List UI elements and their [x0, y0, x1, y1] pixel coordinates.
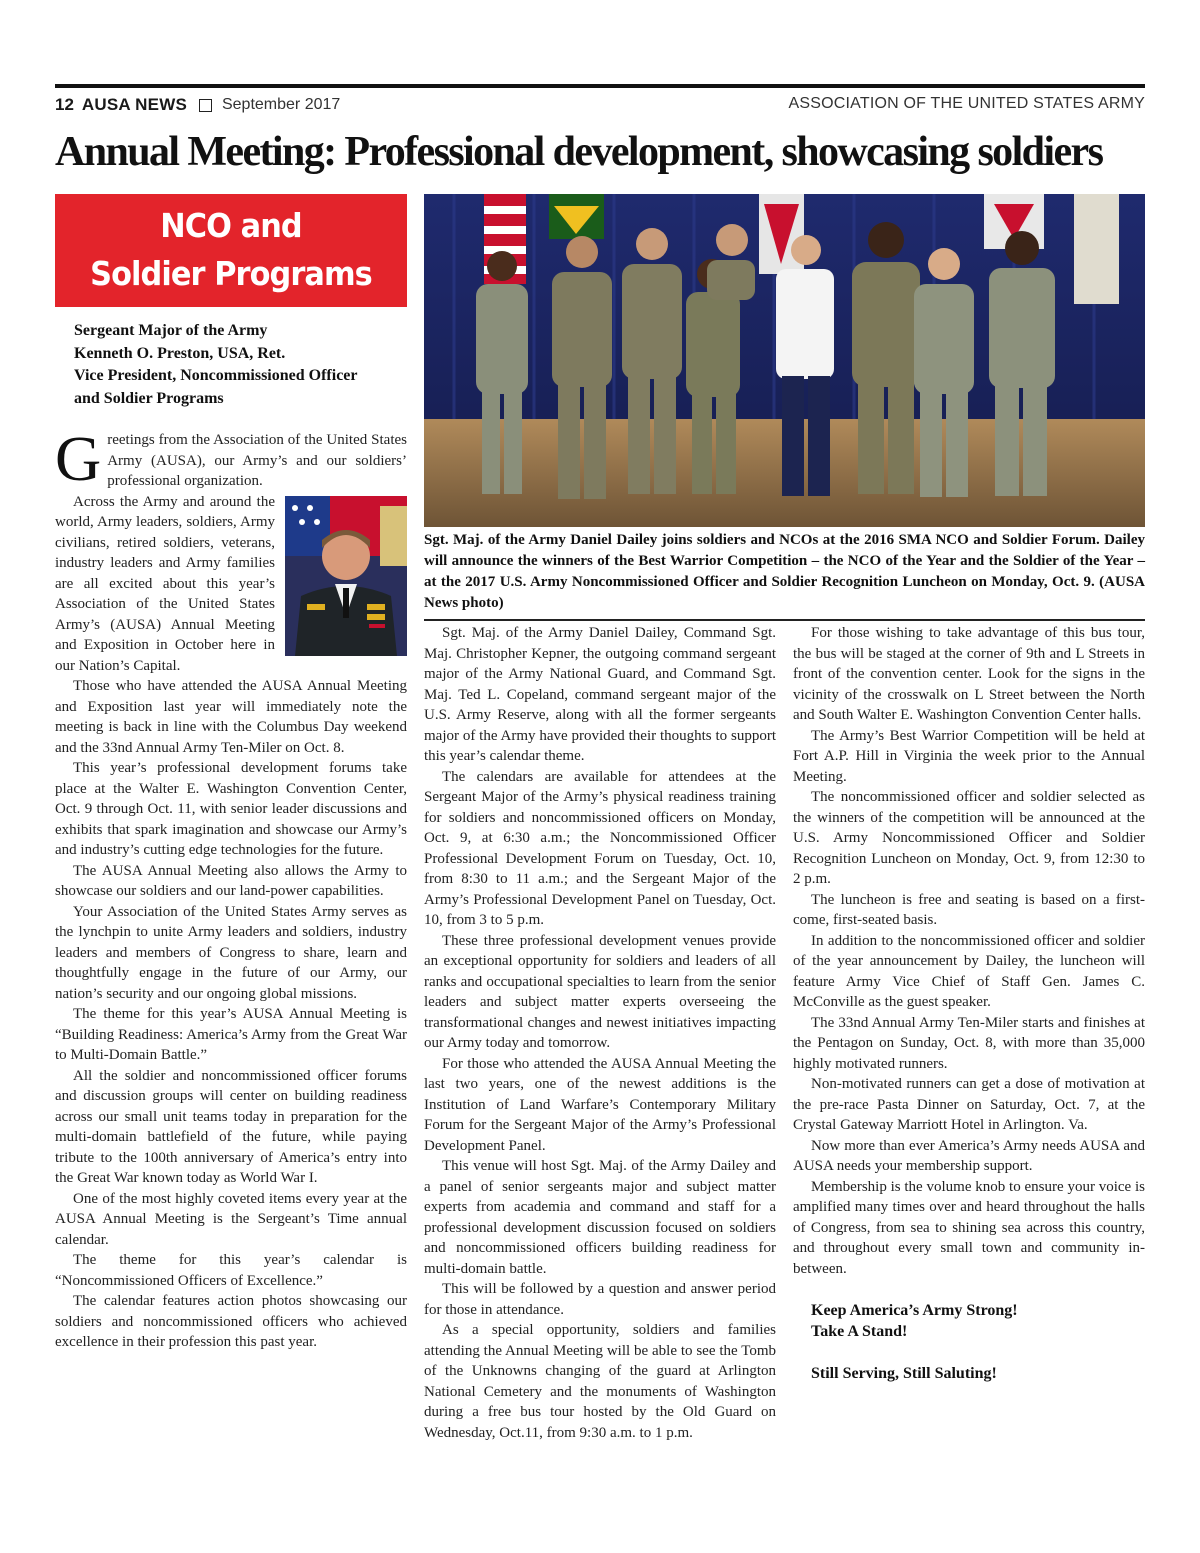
paragraph: Now more than ever America’s Army needs AUSA and AUSA needs your membership support. [793, 1137, 1145, 1174]
publication-name: AUSA NEWS [81, 95, 187, 114]
paragraph-text: Across the Army and around the world, Army leaders, soldiers, Army civilians, retired soldiers, veterans, industry leaders and Army families are all excited about this year’s Association of the United States Army’s (AUSA) Annual Meeting and Exposition in October here in our Nation’s Capital. [55, 493, 275, 674]
page-number: 12 [55, 95, 74, 114]
article-column-3 [793, 623, 1145, 1385]
photo-caption: Sgt. Maj. of the Army Daniel Dailey joins soldiers and NCOs at the 2016 SMA NCO and Soldier Forum. Dailey will announce the winners of the Best Warrior Competition – the NCO of the Year and the Soldier of the Year – at the 2017 U.S. Army Noncommissioned Officer and Soldier Recognition Luncheon on Monday, Oct. 9. (AUSA News photo) [424, 532, 1145, 611]
closing-line-2: Take A Stand! [811, 1322, 908, 1340]
square-bullet-icon [199, 99, 212, 112]
caption-rule [424, 619, 1145, 621]
author-byline [74, 320, 414, 410]
paragraph: The 33nd Annual Army Ten-Miler starts and finishes at the Pentagon on Sunday, Oct. 8, with more than 35,000 highly motivated runners. [793, 1014, 1145, 1072]
byline-line-1: Sergeant Major of the Army [74, 322, 268, 339]
header-rule [55, 84, 1145, 88]
paragraph [55, 423, 407, 494]
paragraph: This will be followed by a question and answer period for those in attendance. [424, 1281, 776, 1318]
paragraph: The theme for this year’s calendar is “Noncommissioned Officers of Excellence.” [55, 1252, 407, 1289]
paragraph: For those wishing to take advantage of this bus tour, the bus will be staged at the corner of 9th and L Streets in front of the convention center. Look for the signs in the vicinity of the crosswalk on L Street between the North and South Walter E. Washington Convention Center halls. [793, 625, 1145, 723]
paragraph: This venue will host Sgt. Maj. of the Army Dailey and a panel of senior sergeants major and subject matter experts from academia and command and staff for a professional development discussion focused on soldiers and noncommissioned officers building readiness for multi-domain battle. [424, 1158, 776, 1277]
article-column-2 [424, 623, 776, 1443]
paragraph: Non-motivated runners can get a dose of motivation at the pre-race Pasta Dinner on Saturday, Oct. 7, at the Crystal Gateway Marriott Hotel in Arlington. Va. [793, 1076, 1145, 1133]
paragraph: In addition to the noncommissioned officer and soldier of the year announcement by Dailey, the luncheon will feature Army Vice Chief of Staff Gen. James C. McConville as the guest speaker. [793, 932, 1145, 1010]
closing-line-1: Keep America’s Army Strong! [811, 1302, 1018, 1319]
paragraph: The AUSA Annual Meeting also allows the Army to showcase our soldiers and our land-power capabilities. [55, 862, 407, 899]
paragraph: Those who have attended the AUSA Annual Meeting and Exposition last year will immediately note the meeting is back in line with the Columbus Day weekend and the 33nd Annual Army Ten-Miler on Oct. 8. [55, 678, 407, 756]
paragraph: Your Association of the United States Army serves as the lynchpin to unite Army leaders and soldiers, industry leaders and members of Congress to share, learn and thoughtfully engage in the future of our Army, our nation’s security and our ongoing global missions. [55, 903, 407, 1002]
closing-line-3: Still Serving, Still Saluting! [811, 1365, 997, 1382]
paragraph: Sgt. Maj. of the Army Daniel Dailey, Command Sgt. Maj. Christopher Kepner, the outgoing command sergeant major of the Army National Guard, and Command Sgt. Maj. Ted L. Copeland, command sergeant major of the U.S. Army Reserve, along with all the former sergeants major of the Army have provided their thoughts to support this year’s calendar theme. [424, 625, 776, 764]
author-portrait [285, 496, 407, 656]
paragraph-text: reetings from the Association of the United States Army (AUSA), our Army’s and our soldiers’ professional organization. [107, 432, 407, 489]
paragraph: This year’s professional development forums take place at the Walter E. Washington Convention Center, Oct. 9 through Oct. 11, with senior leader discussions and exhibits that spark imagination and showcase our Army’s and industry’s cutting edge technologies for the future. [55, 760, 407, 858]
article-column-1 [55, 423, 407, 1353]
organization-name: ASSOCIATION OF THE UNITED STATES ARMY [788, 95, 1145, 112]
paragraph: As a special opportunity, soldiers and families attending the Annual Meeting will be able to see the Tomb of the Unknowns changing of the guard at Arlington National Cemetery and the monuments of Washington during a free bus tour hosted by the Old Guard on Wednesday, Oct.11, from 9:30 a.m. to 1 p.m. [424, 1322, 776, 1441]
drop-cap: G [55, 423, 102, 494]
byline-line-3: Vice President, Noncommissioned Officer [74, 367, 358, 384]
article-headline: Annual Meeting: Professional development, showcasing soldiers [55, 129, 1103, 175]
paragraph: All the soldier and noncommissioned officer forums and discussion groups will center on building readiness across our small unit teams today in preparation for the multi-domain battlefield of the future, while paying tribute to the 100th anniversary of America’s entry into the Great War known today as World War I. [55, 1067, 407, 1186]
byline-line-2: Kenneth O. Preston, USA, Ret. [74, 344, 286, 362]
paragraph: The calendars are available for attendees at the Sergeant Major of the Army’s physical readiness training for soldiers and noncommissioned officers on Monday, Oct. 9, at 6:30 a.m.; the Noncommissioned Officer Professional Development Forum on Tuesday, Oct. 10, from 8:30 to 11 a.m.; and the Sergeant Major of the Army’s Professional Development Panel on Tuesday, Oct. 10, from 3 to 5 p.m. [424, 768, 776, 928]
paragraph: The luncheon is free and seating is based on a first-come, first-seated basis. [793, 891, 1145, 928]
paragraph: These three professional development venues provide an exceptional opportunity for soldiers and leaders of all ranks and occupational specialties to learn from the senior leaders and subject matter experts overseeing the transformational changes and newest initiatives impacting our Army today and tomorrow. [424, 932, 776, 1051]
byline-line-4: and Soldier Programs [74, 389, 224, 407]
paragraph: Membership is the volume knob to ensure your voice is amplified many times over and heard throughout the halls of Congress, from sea to shining sea across this country, and throughout every small town and community in-between. [793, 1178, 1145, 1277]
paragraph: For those who attended the AUSA Annual Meeting the last two years, one of the newest additions is the Institution of Land Warfare’s Contemporary Military Forum for the Sergeant Major of the Army’s Professional Development Panel. [424, 1055, 776, 1154]
paragraph: The Army’s Best Warrior Competition will be held at Fort A.P. Hill in Virginia the week prior to the Annual Meeting. [793, 727, 1145, 785]
issue-date: September 2017 [221, 96, 341, 113]
paragraph [55, 492, 407, 677]
paragraph: The calendar features action photos showcasing our soldiers and noncommissioned officers who achieved excellence in their profession this past year. [55, 1293, 407, 1350]
section-banner [55, 194, 407, 307]
banner-line-1: NCO and [160, 206, 302, 245]
paragraph: One of the most highly coveted items every year at the AUSA Annual Meeting is the Sergeant’s Time annual calendar. [55, 1190, 407, 1248]
paragraph: The noncommissioned officer and soldier selected as the winners of the competition will be announced at the U.S. Army Noncommissioned Officer and Soldier Recognition Luncheon on Monday, Oct. 9, from 12:30 to 2 p.m. [793, 789, 1145, 887]
paragraph: The theme for this year’s AUSA Annual Meeting is “Building Readiness: America’s Army from the Great War to Multi-Domain Battle.” [55, 1006, 407, 1063]
page-header-left [55, 95, 340, 115]
banner-line-2: Soldier Programs [90, 254, 372, 293]
group-photo [424, 194, 1145, 527]
